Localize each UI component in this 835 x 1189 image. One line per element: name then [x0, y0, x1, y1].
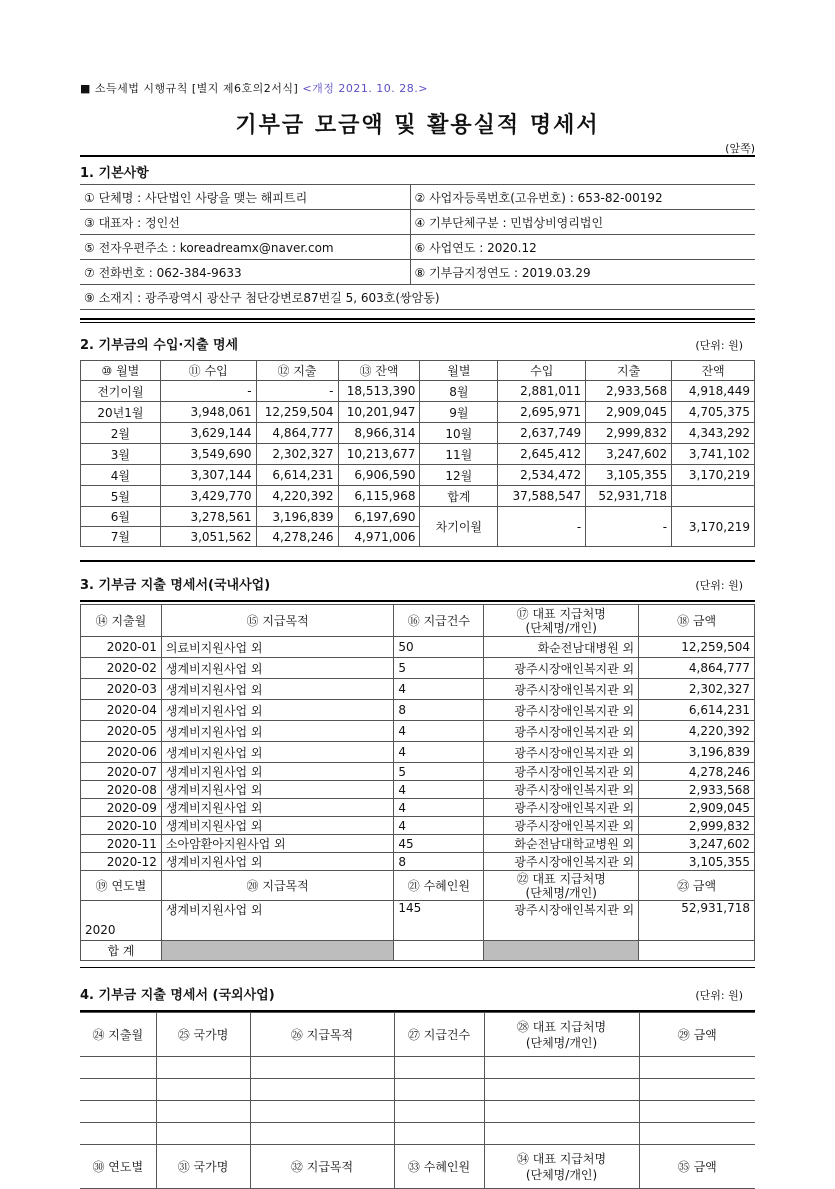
amount-cell: 2,999,832	[639, 817, 755, 835]
header-row	[81, 605, 755, 637]
col-header-line: ⑰ 대표 지급처명	[516, 606, 606, 621]
col-header: ⑫ 지출	[256, 361, 338, 381]
total-row	[81, 941, 755, 961]
col-header-line: (단체명/개인)	[525, 885, 597, 900]
expense-cell: 3,105,355	[586, 465, 672, 486]
col-header: ⑳ 지급목적	[161, 871, 394, 901]
email: ⑤ 전자우편주소 : koreadreamx@naver.com	[80, 235, 410, 260]
section1-heading: 1. 기본사항	[80, 166, 149, 181]
month-cell: 4월	[81, 465, 161, 486]
page-side-label: (앞쪽)	[725, 142, 755, 155]
count-cell: 4	[394, 781, 484, 799]
col-header: 지출	[586, 361, 672, 381]
col-header: ㉝ 수혜인원	[394, 1145, 484, 1189]
count-cell: 8	[394, 853, 484, 871]
total-label: 합 계	[81, 941, 162, 961]
col-header: 월별	[420, 361, 498, 381]
table-row	[81, 465, 755, 486]
page-title: 기부금 모금액 및 활용실적 명세서	[235, 113, 600, 138]
col-header-line: (단체명/개인)	[525, 620, 597, 635]
table-row	[81, 637, 755, 658]
domestic-expense-table	[80, 604, 755, 961]
total-shaded-cell	[161, 941, 394, 961]
amount-cell: 3,105,355	[639, 853, 755, 871]
unit-label: (단위: 원)	[695, 339, 743, 352]
balance-cell: 10,213,677	[338, 444, 420, 465]
balance-cell: 3,170,219	[672, 465, 755, 486]
amount-cell: 2,909,045	[639, 799, 755, 817]
month-cell: 2020-08	[81, 781, 162, 799]
col-header: ⑪ 수입	[160, 361, 256, 381]
col-header: ㉚ 연도별	[80, 1145, 156, 1189]
purpose-cell: 소아암환아지원사업 외	[161, 835, 394, 853]
month-cell: 5월	[81, 486, 161, 507]
col-header	[484, 871, 639, 901]
count-cell: 4	[394, 799, 484, 817]
expense-cell: 12,259,504	[256, 402, 338, 423]
month-cell: 8월	[420, 381, 498, 402]
col-header-line: (단체명/개인)	[525, 1035, 598, 1050]
table-row	[80, 235, 755, 260]
expense-cell: 6,614,231	[256, 465, 338, 486]
empty-row	[80, 1101, 755, 1123]
purpose-cell: 생계비지원사업 외	[161, 763, 394, 781]
recipient-cell: 화순전남대학교병원 외	[484, 835, 639, 853]
address: ⑨ 소재지 : 광주광역시 광산구 첨단강변로87번길 5, 603호(쌍암동)	[80, 285, 755, 310]
col-header: ㉖ 지급목적	[250, 1013, 394, 1057]
year-row	[81, 901, 755, 941]
carry-over-expense: -	[586, 507, 672, 547]
col-header: ⑩ 월별	[81, 361, 161, 381]
carry-over-label: 차기이월	[420, 507, 498, 547]
month-cell: 전기이월	[81, 381, 161, 402]
month-cell: 2020-04	[81, 700, 162, 721]
month-cell: 2020-11	[81, 835, 162, 853]
income-cell: 3,429,770	[160, 486, 256, 507]
month-cell: 9월	[420, 402, 498, 423]
expense-cell: 2,933,568	[586, 381, 672, 402]
table-row	[80, 210, 755, 235]
income-cell: 3,948,061	[160, 402, 256, 423]
income-cell: 2,881,011	[498, 381, 586, 402]
business-number: ② 사업자등록번호(고유번호) : 653-82-00192	[410, 185, 755, 210]
recipient-cell: 광주시장애인복지관 외	[484, 763, 639, 781]
recipient-cell: 광주시장애인복지관 외	[484, 817, 639, 835]
income-cell: 3,278,561	[160, 507, 256, 527]
income-cell: -	[160, 381, 256, 402]
phone: ⑦ 전화번호 : 062-384-9633	[80, 260, 410, 285]
expense-cell: 3,196,839	[256, 507, 338, 527]
count-cell: 50	[394, 637, 484, 658]
col-header: ⑲ 연도별	[81, 871, 162, 901]
basic-info-table	[80, 184, 755, 310]
balance-cell: 4,971,006	[338, 527, 420, 547]
amount-cell: 2,933,568	[639, 781, 755, 799]
recipient-cell: 광주시장애인복지관 외	[484, 901, 639, 941]
month-cell: 3월	[81, 444, 161, 465]
total-income: 37,588,547	[498, 486, 586, 507]
balance-cell: 10,201,947	[338, 402, 420, 423]
col-header-line: ㉒ 대표 지급처명	[516, 871, 606, 886]
col-header	[484, 1013, 639, 1057]
purpose-cell: 생계비지원사업 외	[161, 679, 394, 700]
recipient-cell: 광주시장애인복지관 외	[484, 721, 639, 742]
form-note	[80, 80, 428, 96]
form-reference: ■ 소득세법 시행규칙 [별지 제6호의2서식]	[80, 82, 299, 95]
section3-heading: 3. 기부금 지출 명세서(국내사업)	[80, 578, 271, 593]
empty-row	[80, 1079, 755, 1101]
month-cell: 2020-12	[81, 853, 162, 871]
section2-heading: 2. 기부금의 수입·지출 명세	[80, 338, 239, 353]
overseas-expense-table	[80, 1012, 755, 1189]
income-cell: 2,637,749	[498, 423, 586, 444]
empty-cell	[639, 941, 755, 961]
table-row	[81, 853, 755, 871]
carry-over-balance: 3,170,219	[672, 507, 755, 547]
month-cell: 2020-02	[81, 658, 162, 679]
count-cell: 45	[394, 835, 484, 853]
section4-heading: 4. 기부금 지출 명세서 (국외사업)	[80, 988, 275, 1003]
month-cell: 12월	[420, 465, 498, 486]
amount-cell: 3,247,602	[639, 835, 755, 853]
recipient-cell: 광주시장애인복지관 외	[484, 700, 639, 721]
balance-cell: 6,906,590	[338, 465, 420, 486]
month-cell: 10월	[420, 423, 498, 444]
recipient-cell: 광주시장애인복지관 외	[484, 853, 639, 871]
col-header	[484, 1145, 639, 1189]
table-row	[81, 763, 755, 781]
table-row	[80, 285, 755, 310]
total-balance	[672, 486, 755, 507]
month-cell: 2020-01	[81, 637, 162, 658]
month-cell: 2020-06	[81, 742, 162, 763]
table-row	[80, 185, 755, 210]
recipient-cell: 광주시장애인복지관 외	[484, 679, 639, 700]
designation-year: ⑧ 기부금지정연도 : 2019.03.29	[410, 260, 755, 285]
revision-date: <개정 2021. 10. 28.>	[302, 82, 429, 95]
table-row	[81, 817, 755, 835]
total-expense: 52,931,718	[586, 486, 672, 507]
month-cell: 2020-10	[81, 817, 162, 835]
amount-cell: 2,302,327	[639, 679, 755, 700]
amount-cell: 3,196,839	[639, 742, 755, 763]
count-cell: 8	[394, 700, 484, 721]
empty-row	[80, 1123, 755, 1145]
count-cell: 5	[394, 763, 484, 781]
header-row	[81, 361, 755, 381]
org-name: ① 단체명 : 사단법인 사랑을 맺는 해피트리	[80, 185, 410, 210]
table-row	[81, 700, 755, 721]
month-cell: 7월	[81, 527, 161, 547]
count-cell: 5	[394, 658, 484, 679]
col-header: ㉜ 지급목적	[250, 1145, 394, 1189]
table-row	[81, 835, 755, 853]
expense-cell: 2,302,327	[256, 444, 338, 465]
expense-cell: 2,999,832	[586, 423, 672, 444]
org-type: ④ 기부단체구분 : 민법상비영리법인	[410, 210, 755, 235]
col-header: ㉗ 지급건수	[394, 1013, 484, 1057]
representative: ③ 대표자 : 정인선	[80, 210, 410, 235]
table-row	[81, 742, 755, 763]
purpose-cell: 생계비지원사업 외	[161, 742, 394, 763]
balance-cell: 6,197,690	[338, 507, 420, 527]
col-header: 잔액	[672, 361, 755, 381]
table-row	[81, 423, 755, 444]
recipient-cell: 광주시장애인복지관 외	[484, 799, 639, 817]
count-cell: 4	[394, 721, 484, 742]
income-cell: 2,645,412	[498, 444, 586, 465]
purpose-cell: 생계비지원사업 외	[161, 853, 394, 871]
col-header: ㉙ 금액	[639, 1013, 755, 1057]
amount-cell: 4,864,777	[639, 658, 755, 679]
purpose-cell: 생계비지원사업 외	[161, 901, 394, 941]
expense-cell: -	[256, 381, 338, 402]
purpose-cell: 생계비지원사업 외	[161, 799, 394, 817]
table-row	[81, 381, 755, 402]
income-cell: 3,307,144	[160, 465, 256, 486]
total-shaded-cell	[484, 941, 639, 961]
balance-cell: 3,741,102	[672, 444, 755, 465]
purpose-cell: 생계비지원사업 외	[161, 721, 394, 742]
balance-cell: 6,115,968	[338, 486, 420, 507]
table-row	[81, 444, 755, 465]
count-cell: 4	[394, 817, 484, 835]
count-cell: 4	[394, 742, 484, 763]
col-header: ⑮ 지급목적	[161, 605, 394, 637]
month-cell: 20년1월	[81, 402, 161, 423]
col-header: ㉕ 국가명	[156, 1013, 250, 1057]
total-label: 합계	[420, 486, 498, 507]
col-header	[484, 605, 639, 637]
expense-cell: 4,864,777	[256, 423, 338, 444]
carry-over-income: -	[498, 507, 586, 547]
col-header: ⑯ 지급건수	[394, 605, 484, 637]
purpose-cell: 생계비지원사업 외	[161, 700, 394, 721]
table-row	[81, 781, 755, 799]
income-cell: 3,051,562	[160, 527, 256, 547]
amount-cell: 4,220,392	[639, 721, 755, 742]
header-row	[80, 1145, 755, 1189]
income-cell: 2,695,971	[498, 402, 586, 423]
balance-cell: 4,918,449	[672, 381, 755, 402]
income-cell: 3,629,144	[160, 423, 256, 444]
divider	[80, 600, 755, 602]
divider	[80, 155, 755, 157]
month-cell: 2020-05	[81, 721, 162, 742]
balance-cell: 4,343,292	[672, 423, 755, 444]
col-header: ㉓ 금액	[639, 871, 755, 901]
fiscal-year: ⑥ 사업연도 : 2020.12	[410, 235, 755, 260]
month-cell: 2020-09	[81, 799, 162, 817]
unit-label: (단위: 원)	[695, 989, 743, 1002]
expense-cell: 2,909,045	[586, 402, 672, 423]
income-cell: 3,549,690	[160, 444, 256, 465]
balance-cell: 8,966,314	[338, 423, 420, 444]
income-expense-table	[80, 360, 755, 547]
amount-cell: 12,259,504	[639, 637, 755, 658]
purpose-cell: 생계비지원사업 외	[161, 781, 394, 799]
table-row	[81, 486, 755, 507]
col-header: ⑬ 잔액	[338, 361, 420, 381]
divider	[80, 560, 755, 562]
table-row	[81, 799, 755, 817]
recipient-cell: 광주시장애인복지관 외	[484, 658, 639, 679]
table-row	[81, 658, 755, 679]
table-row	[80, 260, 755, 285]
recipient-cell: 광주시장애인복지관 외	[484, 742, 639, 763]
col-header-line: ㉘ 대표 지급처명	[516, 1019, 607, 1034]
purpose-cell: 생계비지원사업 외	[161, 817, 394, 835]
col-header-line: ㉞ 대표 지급처명	[516, 1151, 607, 1166]
col-header: ⑱ 금액	[639, 605, 755, 637]
month-cell: 11월	[420, 444, 498, 465]
purpose-cell: 생계비지원사업 외	[161, 658, 394, 679]
recipient-cell: 광주시장애인복지관 외	[484, 781, 639, 799]
month-cell: 6월	[81, 507, 161, 527]
divider	[80, 322, 755, 323]
year-cell: 2020	[81, 901, 162, 941]
unit-label: (단위: 원)	[695, 579, 743, 592]
amount-cell: 6,614,231	[639, 700, 755, 721]
col-header: ⑭ 지출월	[81, 605, 162, 637]
recipient-cell: 화순전남대병원 외	[484, 637, 639, 658]
table-row	[81, 721, 755, 742]
divider	[80, 967, 755, 968]
header-row	[81, 871, 755, 901]
col-header: ㉑ 수혜인원	[394, 871, 484, 901]
expense-cell: 4,278,246	[256, 527, 338, 547]
col-header-line: (단체명/개인)	[525, 1167, 598, 1182]
beneficiaries-cell: 145	[394, 901, 484, 941]
empty-row	[80, 1057, 755, 1079]
month-cell: 2월	[81, 423, 161, 444]
table-row	[81, 402, 755, 423]
header-row	[80, 1013, 755, 1057]
month-cell: 2020-03	[81, 679, 162, 700]
purpose-cell: 의료비지원사업 외	[161, 637, 394, 658]
col-header: ㉔ 지출월	[80, 1013, 156, 1057]
amount-cell: 4,278,246	[639, 763, 755, 781]
balance-cell: 18,513,390	[338, 381, 420, 402]
table-row	[81, 507, 755, 527]
table-row	[81, 679, 755, 700]
expense-cell: 4,220,392	[256, 486, 338, 507]
col-header: ㉛ 국가명	[156, 1145, 250, 1189]
month-cell: 2020-07	[81, 763, 162, 781]
col-header: 수입	[498, 361, 586, 381]
empty-cell	[394, 941, 484, 961]
expense-cell: 3,247,602	[586, 444, 672, 465]
divider	[80, 318, 755, 320]
count-cell: 4	[394, 679, 484, 700]
income-cell: 2,534,472	[498, 465, 586, 486]
col-header: ㉟ 금액	[639, 1145, 755, 1189]
balance-cell: 4,705,375	[672, 402, 755, 423]
amount-cell: 52,931,718	[639, 901, 755, 941]
